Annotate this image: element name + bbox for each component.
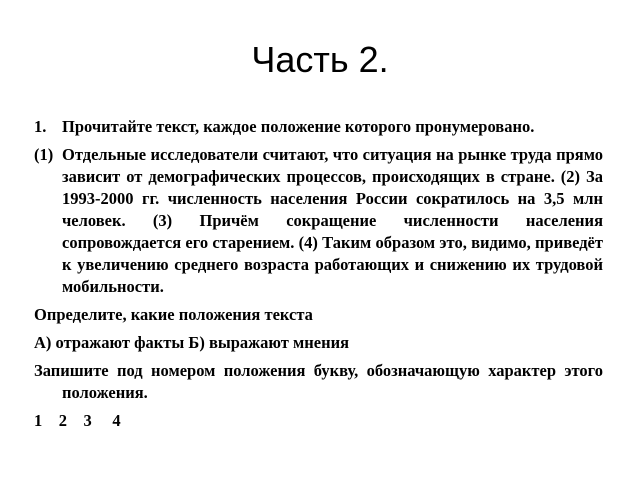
passage-text: Отдельные исследователи считают, что ситуация на рынке труда прямо зависит от демографических процессов, происходящих в стране. (2) За 1993-2000 гг. численность населения России сократилось на 3,5 млн человек. (3) Причём сокращение численности населения сопровождается его старением. (4) Таким образом это, видимо, приведёт к увеличению среднего возраста работающих и снижению их трудовой мобильности.: [62, 145, 603, 296]
passage-marker: (1): [34, 145, 54, 164]
position-numbers: 1 2 3 4: [34, 411, 121, 430]
instruction-item: [34, 116, 603, 138]
question-text: Определите, какие положения текста: [34, 305, 313, 324]
passage-item: [34, 144, 603, 298]
instruction-text: Прочитайте текст, каждое положение которого пронумеровано.: [62, 117, 535, 136]
write-instruction: Запишите под номером положения букву, обозначающую характер этого положения.: [34, 361, 603, 402]
slide-title: Часть 2.: [251, 39, 389, 80]
item-number: 1.: [34, 117, 47, 136]
task-body: [34, 116, 603, 432]
answer-options: А) отражают факты Б) выражают мнения: [34, 333, 350, 352]
